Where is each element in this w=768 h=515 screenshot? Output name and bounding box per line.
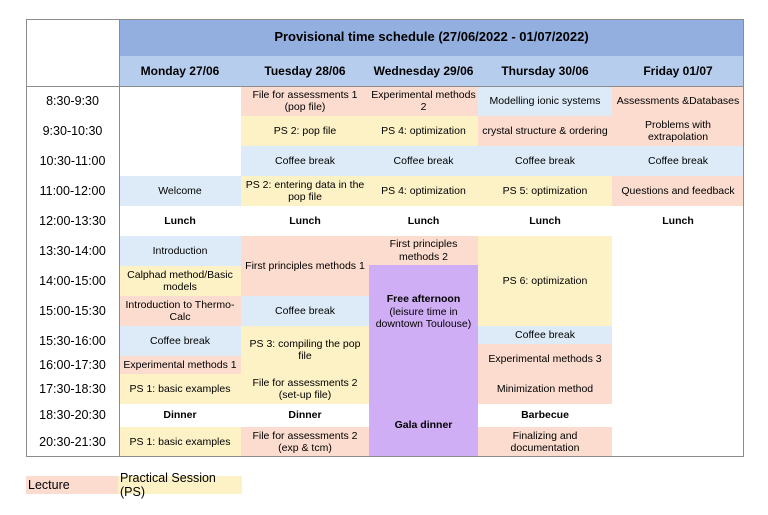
session-cell: First principles methods 2	[369, 236, 478, 265]
session-cell: Calphad method/Basic models	[119, 266, 241, 296]
session-cell: PS 1: basic examples	[119, 374, 241, 404]
legend-lecture: Lecture	[26, 476, 118, 494]
time-slot: 14:00-15:00	[39, 273, 106, 288]
session-cell: Introduction to Thermo-Calc	[119, 296, 241, 326]
session-cell: PS 2: entering data in the pop file	[241, 176, 369, 206]
legend-practical-session: Practical Session (PS)	[118, 476, 242, 494]
session-cell: PS 2: pop file	[241, 116, 369, 146]
day-header-friday: Friday 01/07	[612, 56, 744, 86]
schedule-title: Provisional time schedule (27/06/2022 - 01/07/2022)	[119, 19, 744, 56]
session-cell: PS 5: optimization	[478, 176, 612, 206]
session-cell: crystal structure & ordering	[478, 116, 612, 146]
session-cell: Problems with extrapolation	[612, 116, 744, 146]
session-cell: Lunch	[662, 214, 694, 227]
free-afternoon-label: Free afternoon	[386, 293, 461, 305]
session-cell: Barbecue	[521, 409, 569, 422]
session-cell: File for assessments 1 (pop file)	[241, 86, 369, 116]
time-slot: 13:30-14:00	[39, 243, 106, 258]
time-slot: 16:00-17:30	[39, 357, 106, 372]
session-cell: Lunch	[529, 214, 561, 227]
session-cell: Assessments &Databases	[612, 86, 744, 116]
session-cell: Coffee break	[612, 146, 744, 176]
session-cell: Dinner	[288, 409, 322, 422]
day-header-wednesday: Wednesday 29/06	[369, 56, 478, 86]
session-cell: Finalizing and documentation	[478, 427, 612, 457]
day-header-monday: Monday 27/06	[119, 56, 241, 86]
session-cell: Coffee break	[119, 326, 241, 356]
session-cell: Modelling ionic systems	[478, 86, 612, 116]
day-header-thursday: Thursday 30/06	[478, 56, 612, 86]
session-cell: Lunch	[289, 214, 321, 227]
session-cell: PS 3: compiling the pop file	[241, 326, 369, 374]
session-cell: File for assessments 2 (exp & tcm)	[241, 427, 369, 457]
gala-dinner-label: Gala dinner	[394, 418, 453, 431]
schedule-table	[26, 19, 744, 457]
session-cell: PS 6: optimization	[478, 236, 612, 326]
free-afternoon-note: (leisure time in downtown Toulouse)	[375, 305, 472, 330]
time-slot: 18:30-20:30	[39, 408, 106, 423]
session-cell: Coffee break	[241, 296, 369, 326]
time-slot: 17:30-18:30	[39, 381, 106, 396]
session-cell: Minimization method	[478, 374, 612, 404]
session-cell: First principles methods 1	[241, 236, 369, 296]
session-cell: Dinner	[163, 409, 197, 422]
day-header-tuesday: Tuesday 28/06	[241, 56, 369, 86]
session-cell: PS 4: optimization	[369, 176, 478, 206]
session-cell: Experimental methods 1	[119, 356, 241, 374]
session-cell: Questions and feedback	[612, 176, 744, 206]
time-slot: 20:30-21:30	[39, 434, 106, 449]
time-slot: 9:30-10:30	[42, 123, 103, 138]
time-slot: 15:00-15:30	[39, 303, 106, 318]
session-cell: Introduction	[119, 236, 241, 266]
time-slot: 15:30-16:00	[39, 333, 106, 348]
time-slot: 12:00-13:30	[39, 213, 106, 228]
session-cell: Experimental methods 3	[478, 344, 612, 374]
time-slot: 10:30-11:00	[39, 153, 106, 168]
session-cell: File for assessments 2 (set-up file)	[241, 374, 369, 404]
session-cell: Coffee break	[241, 146, 369, 176]
time-slot: 11:00-12:00	[39, 183, 106, 198]
session-cell: Welcome	[119, 176, 241, 206]
session-cell: Experimental methods 2	[369, 86, 478, 116]
session-cell: Lunch	[407, 214, 440, 227]
session-cell: PS 4: optimization	[369, 116, 478, 146]
session-cell: Coffee break	[478, 326, 612, 344]
time-slot: 8:30-9:30	[46, 93, 99, 108]
session-cell: Lunch	[164, 214, 196, 227]
session-cell: Coffee break	[369, 146, 478, 176]
session-cell: PS 1: basic examples	[119, 427, 241, 457]
session-cell: Coffee break	[478, 146, 612, 176]
